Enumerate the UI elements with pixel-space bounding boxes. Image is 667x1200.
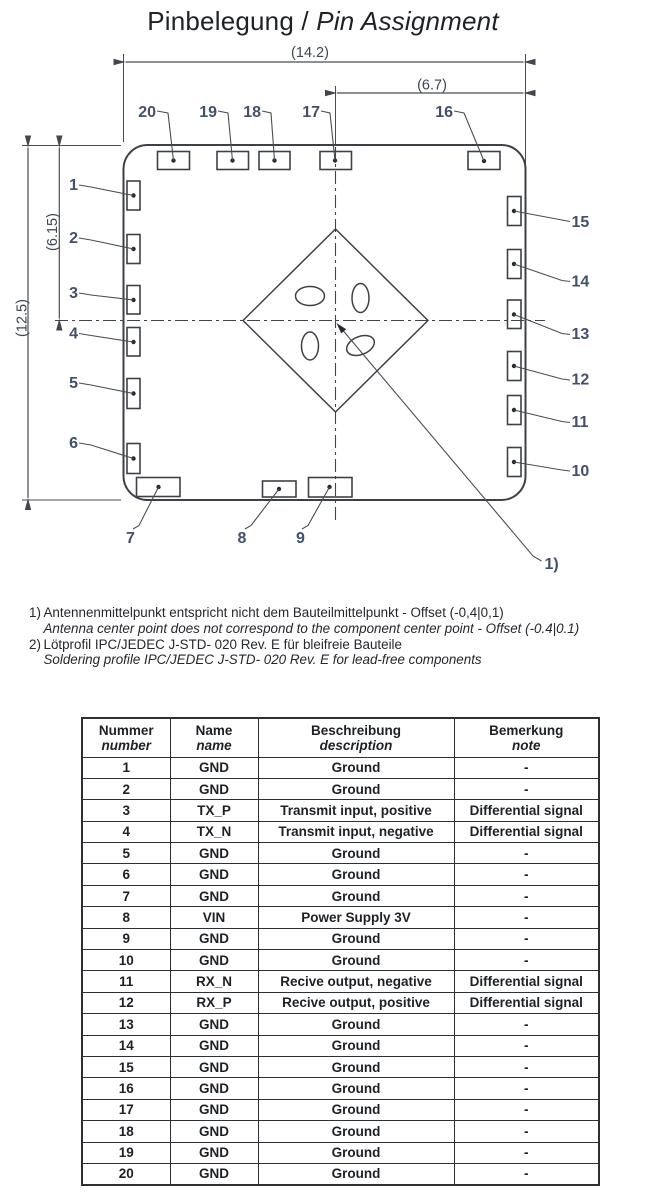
cell-note: - (454, 1163, 599, 1184)
cell-description: Transmit input, negative (258, 821, 454, 842)
cell-note: - (454, 1035, 599, 1056)
cell-number: 1 (82, 757, 170, 778)
cell-description: Ground (258, 1142, 454, 1163)
cell-number: 11 (82, 971, 170, 992)
pin-label-10: 10 (571, 463, 590, 480)
cell-description: Ground (258, 1014, 454, 1035)
cell-description: Ground (258, 1163, 454, 1184)
table-row (82, 1014, 599, 1035)
table-row (82, 928, 599, 949)
cell-name: GND (170, 1163, 258, 1184)
cell-name: GND (170, 1121, 258, 1142)
cell-note: - (454, 1056, 599, 1077)
dimension-top-to-center (45, 148, 61, 319)
dim-overall-height-label: (12.5) (14, 299, 31, 337)
cell-name: RX_N (170, 971, 258, 992)
footnote-2-text-en: Soldering profile IPC/JEDEC J-STD- 020 Rev. E for lead-free components (43, 652, 482, 668)
table-row (82, 1099, 599, 1120)
cell-number: 20 (82, 1163, 170, 1184)
cell-number: 9 (82, 928, 170, 949)
cell-number: 3 (82, 800, 170, 821)
pin-label-9: 9 (296, 530, 305, 547)
cell-number: 15 (82, 1056, 170, 1077)
cell-description: Recive output, positive (258, 992, 454, 1013)
cell-description: Ground (258, 1121, 454, 1142)
cell-name: GND (170, 1056, 258, 1077)
table-row (82, 971, 599, 992)
table-row (82, 800, 599, 821)
footnote-2-de (29, 637, 579, 653)
cell-note: - (454, 778, 599, 799)
col-header-name: Name name (170, 718, 258, 757)
table-row (82, 1142, 599, 1163)
table-row (82, 1035, 599, 1056)
pin-label-8: 8 (237, 530, 247, 547)
table-row (82, 1056, 599, 1077)
cell-number: 6 (82, 864, 170, 885)
footnote-1-marker: 1) (29, 605, 41, 620)
table-row (82, 950, 599, 971)
cell-description: Ground (258, 1056, 454, 1077)
pin-label-6: 6 (69, 435, 78, 452)
pin-label-3: 3 (69, 285, 78, 302)
cell-name: GND (170, 1099, 258, 1120)
cell-name: GND (170, 950, 258, 971)
title-de: Pinbelegung (147, 6, 294, 36)
cell-note: - (454, 1078, 599, 1099)
cell-name: TX_P (170, 800, 258, 821)
cell-description: Ground (258, 950, 454, 971)
table-row (82, 778, 599, 799)
title-en: Pin Assignment (316, 6, 499, 36)
dimension-overall-height (15, 146, 122, 501)
cell-number: 5 (82, 843, 170, 864)
table-row (82, 1121, 599, 1142)
col-header-description: Beschreibung description (258, 718, 454, 757)
footnote-1-text-en: Antenna center point does not correspond to the component center point - Offset (-0.4|0.1) (43, 620, 580, 636)
cell-name: GND (170, 864, 258, 885)
cell-description: Ground (258, 757, 454, 778)
cell-number: 2 (82, 778, 170, 799)
table-row (82, 1163, 599, 1184)
pin-label-18: 18 (243, 104, 261, 121)
component-body-outline (124, 145, 526, 500)
dimension-right-of-center (336, 78, 524, 147)
dim-overall-width-label: (14.2) (291, 45, 329, 61)
cell-name: GND (170, 1035, 258, 1056)
cell-number: 17 (82, 1099, 170, 1120)
cell-note: - (454, 1099, 599, 1120)
cell-note: - (454, 757, 599, 778)
table-row (82, 757, 599, 778)
pin-label-14: 14 (571, 273, 590, 291)
pin-label-11: 11 (571, 414, 589, 431)
cell-name: RX_P (170, 992, 258, 1013)
pin-label-2: 2 (69, 230, 78, 247)
cell-note: - (454, 1142, 599, 1163)
col-header-note: Bemerkung note (454, 718, 599, 757)
cell-note: Differential signal (454, 821, 599, 842)
pin-table (81, 717, 600, 1186)
footnote-2-marker: 2) (29, 636, 41, 652)
cell-number: 13 (82, 1014, 170, 1035)
cell-number: 4 (82, 821, 170, 842)
cell-description: Recive output, negative (258, 971, 454, 992)
cell-note: Differential signal (454, 992, 599, 1013)
cell-description: Ground (258, 885, 454, 906)
cell-number: 19 (82, 1142, 170, 1163)
cell-description: Ground (258, 843, 454, 864)
pin-label-15: 15 (571, 214, 590, 231)
cell-number: 7 (82, 885, 170, 906)
footnotes (29, 605, 579, 668)
footnote-2-en (29, 652, 579, 668)
cell-description: Power Supply 3V (258, 907, 454, 928)
cell-name: GND (170, 757, 258, 778)
pin-label-7: 7 (126, 530, 135, 547)
pin-label-16: 16 (435, 104, 453, 121)
cell-note: - (454, 928, 599, 949)
pin-label-20: 20 (138, 104, 156, 121)
cell-name: TX_N (170, 821, 258, 842)
cell-name: GND (170, 885, 258, 906)
cell-name: GND (170, 1014, 258, 1035)
footnote-2-text-de: Lötprofil IPC/JEDEC J-STD- 020 Rev. E für bleifreie Bauteile (43, 636, 402, 652)
cell-description: Ground (258, 1078, 454, 1099)
cell-description: Transmit input, positive (258, 800, 454, 821)
dim-right-of-center-label: (6.7) (417, 77, 447, 94)
footnote-1-de (29, 605, 579, 621)
cell-name: GND (170, 1142, 258, 1163)
dim-top-to-center-label: (6.15) (45, 213, 61, 251)
cell-number: 18 (82, 1121, 170, 1142)
cell-number: 8 (82, 907, 170, 928)
cell-description: Ground (258, 928, 454, 949)
cell-note: - (454, 885, 599, 906)
footnote-1-en (29, 621, 579, 637)
cell-description: Ground (258, 1099, 454, 1120)
table-row (82, 821, 599, 842)
cell-note: - (454, 864, 599, 885)
pin-label-13: 13 (571, 326, 590, 343)
cell-description: Ground (258, 778, 454, 799)
cell-note: - (454, 950, 599, 971)
footnote-1-text-de: Antennenmittelpunkt entspricht nicht dem Bauteilmittelpunkt - Offset (-0,4|0,1) (43, 605, 504, 620)
pin-label-5: 5 (69, 375, 78, 392)
pin-label-19: 19 (199, 104, 217, 121)
cell-number: 12 (82, 992, 170, 1013)
cell-name: GND (170, 1078, 258, 1099)
table-row (82, 885, 599, 906)
cell-description: Ground (258, 864, 454, 885)
cell-number: 16 (82, 1078, 170, 1099)
cell-note: - (454, 907, 599, 928)
pin-label-1: 1 (69, 177, 78, 194)
cell-note: Differential signal (454, 800, 599, 821)
cell-note: - (454, 843, 599, 864)
pin-label-4: 4 (69, 325, 78, 343)
note-ref-label: 1) (544, 556, 559, 573)
cell-note: Differential signal (454, 971, 599, 992)
cell-number: 14 (82, 1035, 170, 1056)
cell-number: 10 (82, 950, 170, 971)
table-row (82, 1078, 599, 1099)
cell-note: - (454, 1121, 599, 1142)
pin-table-header-row (82, 718, 599, 757)
cell-name: GND (170, 928, 258, 949)
pin-label-12: 12 (571, 371, 590, 389)
cell-name: GND (170, 778, 258, 799)
pin-label-17: 17 (302, 104, 320, 121)
col-header-number: Nummer number (82, 718, 170, 757)
cell-description: Ground (258, 1035, 454, 1056)
title-separator: / (294, 6, 317, 36)
cell-name: GND (170, 843, 258, 864)
cell-note: - (454, 1014, 599, 1035)
table-row (82, 992, 599, 1013)
table-row (82, 907, 599, 928)
table-row (82, 864, 599, 885)
cell-name: VIN (170, 907, 258, 928)
table-row (82, 843, 599, 864)
